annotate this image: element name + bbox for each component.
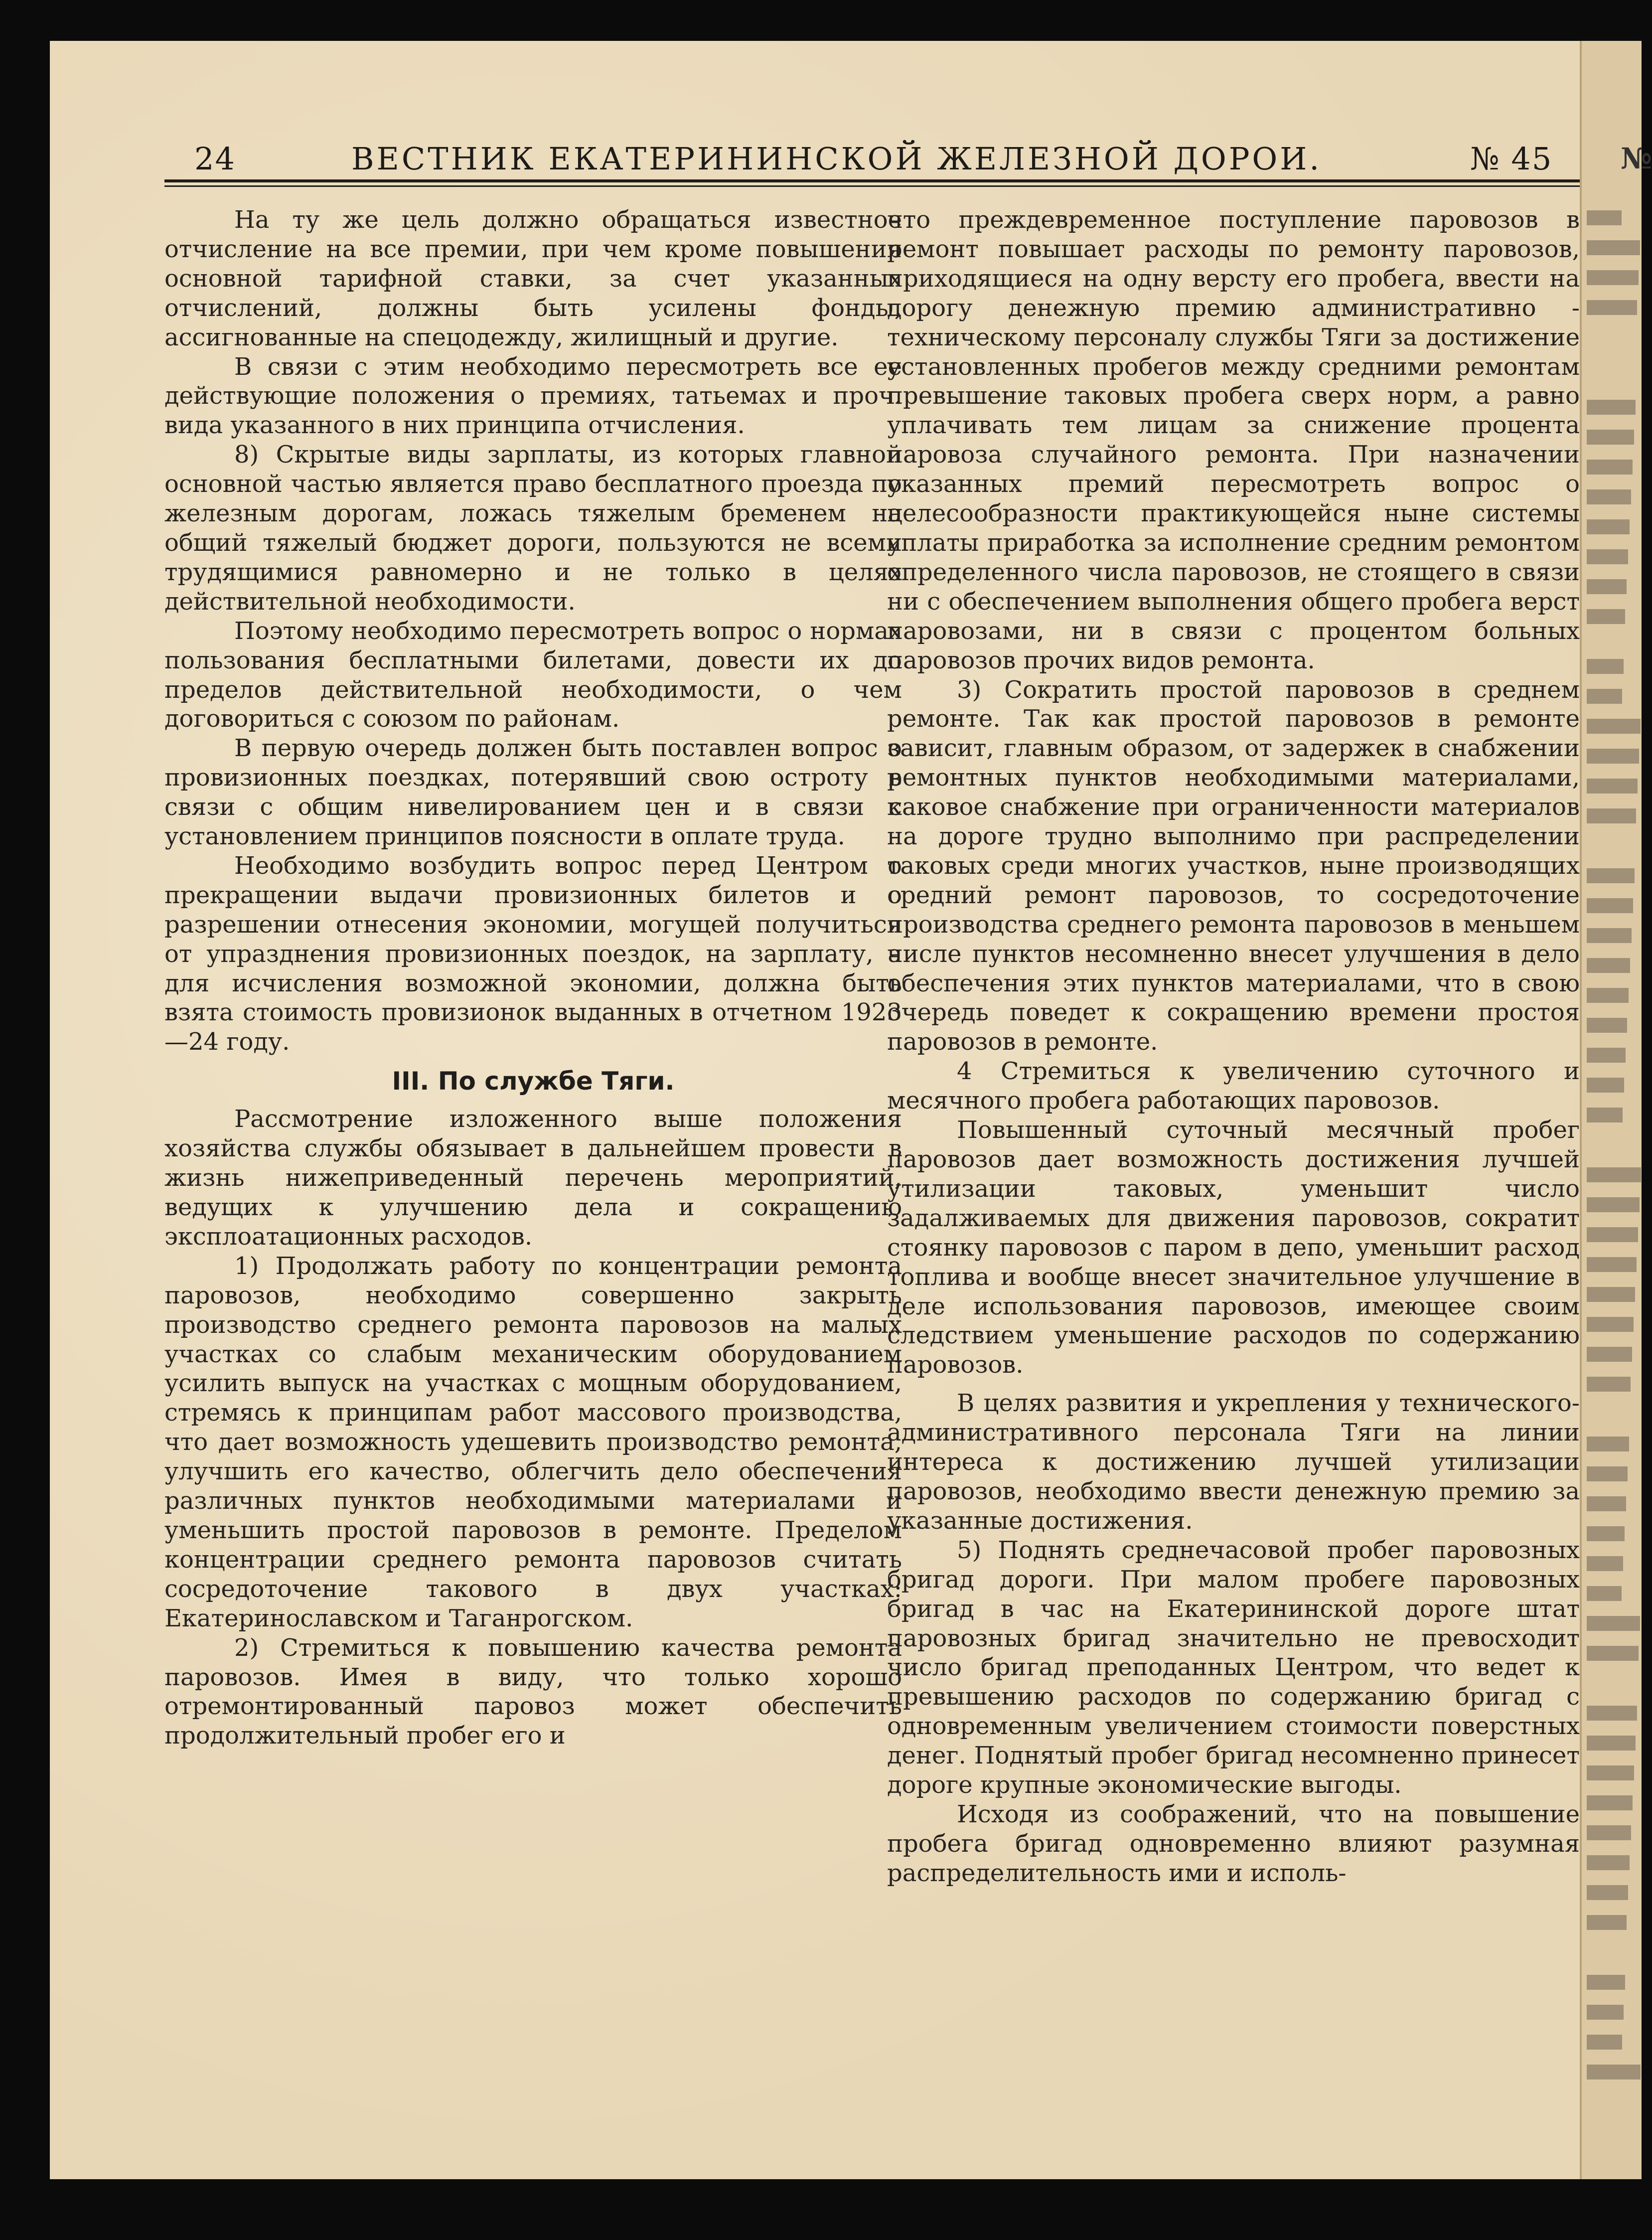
- adjacent-page-text-fragment: [1587, 1736, 1636, 1751]
- adjacent-page-text-fragment: [1587, 1257, 1637, 1272]
- adjacent-page-text-fragment: [1587, 898, 1633, 913]
- adjacent-page-text-fragment: [1587, 1018, 1627, 1033]
- adjacent-page-text-fragment: [1587, 489, 1631, 504]
- adjacent-page-text-fragment: [1587, 240, 1640, 255]
- adjacent-page-text-fragment: [1587, 519, 1630, 534]
- adjacent-page-text-fragment: [1587, 1885, 1628, 1900]
- header-rule-thin: [164, 185, 1580, 187]
- paragraph: 1) Продолжать работу по концентрации ремонта паровозов, необходимо совершенно закрыть производство среднего ремонта паровозов на малых участках со слабым механическим оборудованием усилить выпуск на участках с мощным оборудованием, стремясь к принципам работ массового производства, что дает возможность удешевить производство ремонта, улучшить его качество, облегчить дело обеспечения различных пунктов необходимыми материалами и уменьшить простой паровозов в ремонте. Пределом концентрации среднего ремонта паровозов считать сосредоточение такового в двух участках: Екатеринославском и Таганрогском.: [164, 1252, 902, 1632]
- right-column: [887, 205, 1580, 1888]
- adjacent-page-text-fragment: [1587, 1347, 1632, 1362]
- page-header: [50, 141, 1580, 180]
- left-column: [164, 205, 902, 1751]
- page-number: 24: [194, 141, 236, 177]
- adjacent-page-text-fragment: [1587, 460, 1633, 475]
- paragraph: Исходя из соображений, что на повышение пробега бригад одновременно влияют разумная распределительность ими и исполь-: [887, 1800, 1580, 1887]
- adjacent-page-text-fragment: [1587, 868, 1635, 883]
- adjacent-page-text-fragment: [1587, 1466, 1628, 1481]
- adjacent-page-text-fragment: [1587, 1048, 1626, 1063]
- adjacent-page-text-fragment: [1587, 1078, 1624, 1093]
- paragraph: Поэтому необходимо пересмотреть вопрос о нормах пользования бесплатными билетами, довести их до пределов действительной необходимости, о чем договориться с союзом по районам.: [164, 617, 902, 733]
- journal-title: ВЕСТНИК ЕКАТЕРИНИНСКОЙ ЖЕЛЕЗНОЙ ДОРОИ.: [351, 141, 1322, 177]
- section-heading: III. По службе Тяги.: [392, 1067, 675, 1096]
- adjacent-page-text-fragment: [1587, 988, 1629, 1003]
- adjacent-page-edge: [1580, 41, 1652, 2179]
- adjacent-page-text-fragment: [1587, 1646, 1639, 1661]
- adjacent-page-text-fragment: [1587, 1437, 1629, 1451]
- adjacent-page-text-fragment: [1587, 400, 1636, 415]
- adjacent-page-text-fragment: [1587, 749, 1639, 764]
- adjacent-page-text-fragment: [1587, 1377, 1631, 1392]
- paragraph-gap: [887, 1380, 1580, 1389]
- adjacent-page-text-fragment: [1587, 689, 1622, 704]
- paragraph: 4 Стремиться к увеличению суточного и месячного пробега работающих паровозов.: [887, 1057, 1580, 1115]
- adjacent-page-text-fragment: [1587, 549, 1628, 564]
- adjacent-page-text-fragment: [1587, 2005, 1624, 2020]
- paragraph: 8) Скрытые виды зарплаты, из которых главной основной частью является право бесплатного проезда по железным дорогам, ложась тяжелым бременем на общий тяжелый бюджет дороги, пользуются не всеми трудящимися равномерно и не только в целях действительной необходимости.: [164, 441, 902, 616]
- adjacent-page-text-fragment: [1587, 609, 1625, 624]
- adjacent-page-text-fragment: [1587, 1706, 1637, 1721]
- paragraph: 2) Стремиться к повышению качества ремонта паровозов. Имея в виду, что только хорошо отремонтированный паровоз может обеспечить продолжительный пробег его и: [164, 1633, 902, 1750]
- adjacent-page-text-fragment: [1587, 928, 1632, 943]
- adjacent-page-text-fragment: [1587, 779, 1638, 794]
- adjacent-page-text-fragment: [1587, 1526, 1625, 1541]
- adjacent-page-text-fragment: [1587, 1855, 1630, 1870]
- adjacent-page-text-fragment: [1587, 719, 1641, 734]
- adjacent-page-text-fragment: [1587, 1795, 1633, 1810]
- adjacent-page-text-fragment: [1587, 659, 1624, 674]
- paragraph: На ту же цель должно обращаться известное отчисление на все премии, при чем кроме повышения основной тарифной ставки, за счет указанных отчислений, должны быть усилены фонды, ассигнованные на спецодежду, жилищный и другие.: [164, 206, 902, 351]
- adjacent-page-text-fragment: [1587, 2065, 1641, 2080]
- adjacent-page-text-fragment: [1587, 210, 1622, 225]
- adjacent-page-text-fragment: [1587, 270, 1639, 285]
- adjacent-page-text-fragment: [1587, 1197, 1640, 1212]
- newspaper-page: [50, 41, 1652, 2179]
- adjacent-page-text-fragment: [1587, 579, 1627, 594]
- paragraph: что преждевременное поступление паровозов в ремонт повышает расходы по ремонту паровозов, приходящиеся на одну версту его пробега, ввести на дорогу денежную премию административно - техническому персоналу службы Тяги за достижение установленных пробегов между средними ремонтам превышение таковых пробега сверх норм, а равно уплачивать тем лицам за снижение процента паровоза случайного ремонта. При назначении указанных премий пересмотреть вопрос о целесообразности практикующейся ныне системы уплаты приработка за исполнение средним ремонтом определенного числа паровозов, не стоящего в связи ни с обеспечением выполнения общего пробега верст паровозами, ни в связи с процентом больных паровозов прочих видов ремонта.: [887, 206, 1580, 674]
- adjacent-page-text-fragment: [1587, 1915, 1627, 1930]
- adjacent-page-text-fragment: [1587, 1825, 1631, 1840]
- paragraph: В первую очередь должен быть поставлен вопрос о провизионных поездках, потерявший свою остроту в связи с общим нивелированием цен и в связи с установлением принципов поясности в оплате труда.: [164, 734, 902, 851]
- adjacent-page-text-fragment: [1587, 1765, 1634, 1780]
- adjacent-page-text-fragment: [1587, 1167, 1641, 1182]
- adjacent-page-text-fragment: [1587, 1616, 1640, 1631]
- header-rule: [164, 179, 1580, 182]
- paragraph: 3) Сократить простой паровозов в среднем ремонте. Так как простой паровозов в ремонте зависит, главным образом, от задержек в снабжении ремонтных пунктов необходимыми материалами, каковое снабжение при ограниченности материалов на дороге трудно выполнимо при распределении таковых среди многих участков, ныне производящих средний ремонт паровозов, то сосредоточение производства среднего ремонта паровозов в меньшем числе пунктов несомненно внесет улучшения в дело обеспечения этих пунктов материалами, что в свою очередь поведет к сокращению времени простоя паровозов в ремонте.: [887, 675, 1580, 1056]
- adjacent-page-issue: №: [1621, 142, 1652, 175]
- adjacent-page-text-fragment: [1587, 958, 1630, 973]
- paragraph: Необходимо возбудить вопрос перед Центром о прекращении выдачи провизионных билетов и о разрешении отнесения экономии, могущей получиться от упразднения провизионных поездок, на зарплату, а для исчисления возможной экономии, должна быть взята стоимость провизионок выданных в отчетном 1923—24 году.: [164, 851, 902, 1056]
- adjacent-page-text-fragment: [1587, 430, 1634, 445]
- adjacent-page-text-fragment: [1587, 1287, 1635, 1302]
- paragraph: 5) Поднять среднечасовой пробег паровозных бригад дороги. При малом пробеге паровозных бригад в час на Екатерининской дороге штат паровозных бригад значительно не превосходит число бригад преподанных Центром, что ведет к превышению расходов по содержанию бригад с одновременным увеличением стоимости поверстных денег. Поднятый пробег бригад несомненно принесет дороге крупные экономические выгоды.: [887, 1536, 1580, 1799]
- adjacent-page-text-fragment: [1587, 1227, 1638, 1242]
- paragraph: В связи с этим необходимо пересмотреть все ее действующие положения о премиях, татьемах и проч. вида указанного в них принципа отчисления.: [164, 352, 902, 440]
- paragraph: Рассмотрение изложенного выше положения хозяйства службы обязывает в дальнейшем провести в жизнь нижеприведенный перечень мероприятий, ведущих к улучшению дела и сокращению эксплоатационных расходов.: [164, 1105, 902, 1251]
- adjacent-page-text-fragment: [1587, 1108, 1623, 1122]
- adjacent-page-text-fragment: [1587, 1317, 1634, 1332]
- adjacent-page-text-fragment: [1587, 1556, 1623, 1571]
- paragraph: В целях развития и укрепления у технического-административного персонала Тяги на линии интереса к достижению лучшей утилизации паровозов, необходимо ввести денежную премию за указанные достижения.: [887, 1389, 1580, 1535]
- adjacent-page-text-fragment: [1587, 1496, 1626, 1511]
- issue-number: № 45: [1470, 141, 1553, 177]
- adjacent-page-text-fragment: [1587, 2035, 1622, 2050]
- adjacent-page-text-fragment: [1587, 1586, 1622, 1601]
- adjacent-page-text-fragment: [1587, 300, 1637, 315]
- adjacent-page-text-fragment: [1587, 1975, 1625, 1990]
- paragraph: Повышенный суточный месячный пробег паровозов дает возможность достижения лучшей утилизации таковых, уменьшит число задалживаемых для движения паровозов, сократит стоянку паровозов с паром в депо, уменьшит расход топлива и вообще внесет значительное улучшение в деле использования паровозов, имеющее своим следствием уменьшение расходов по содержанию паровозов.: [887, 1116, 1580, 1379]
- adjacent-page-text-fragment: [1587, 808, 1636, 823]
